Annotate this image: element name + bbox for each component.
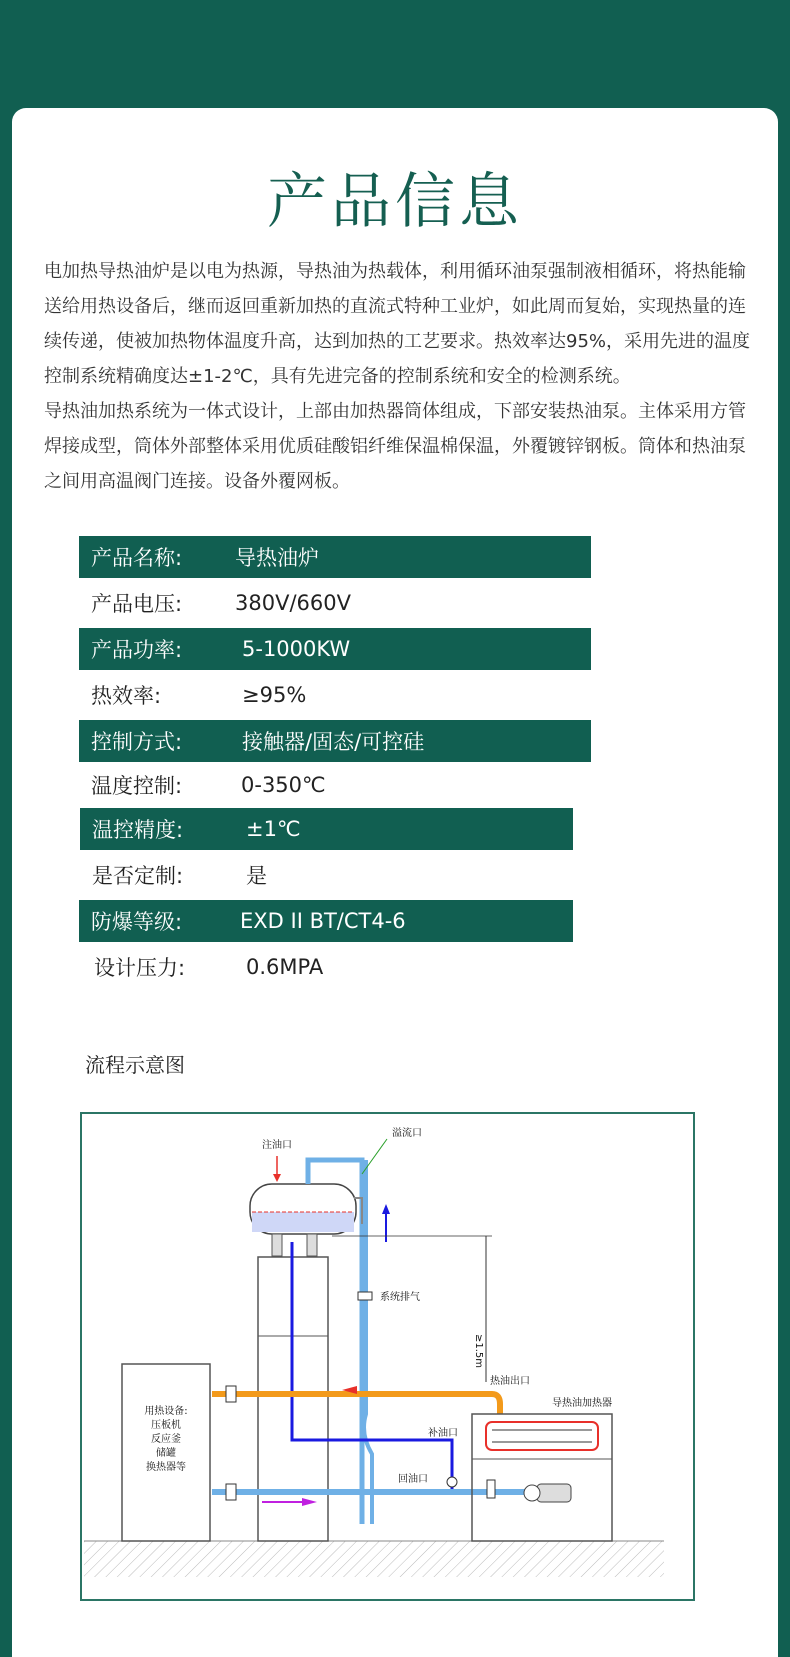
spec-label: 温控精度: [92, 818, 184, 842]
spec-value: 是 [246, 864, 267, 888]
spec-row-voltage [79, 582, 591, 624]
overflow-port-label: 溢流口 [392, 1128, 422, 1139]
spec-value: 0.6MPA [246, 955, 324, 979]
spec-value: ±1℃ [246, 817, 301, 841]
height-note: ≥1.5m [473, 1334, 484, 1369]
intro-text [44, 254, 754, 499]
intro-paragraph-2: 导热油加热系统为一体式设计，上部由加热器筒体组成，下部安装热油泵。主体采用方管焊接成型，筒体外部整体采用优质硅酸铝纤维保温棉保温，外覆镀锌钢板。筒体和热油泵之间用高温阀门连接。设备外覆网板。 [44, 401, 746, 492]
spec-value: 380V/660V [235, 591, 351, 615]
return-valve [226, 1484, 236, 1500]
flow-diagram-svg [82, 1114, 693, 1599]
spec-value: ≥95% [242, 683, 307, 707]
spec-row-custom [80, 854, 573, 896]
heater-label: 导热油加热器 [552, 1398, 612, 1409]
spec-value: 5-1000KW [242, 637, 351, 661]
heater-coil [486, 1422, 598, 1450]
spec-value: 导热油炉 [235, 546, 319, 570]
spec-row-control [79, 720, 591, 762]
pump-inlet [524, 1485, 540, 1501]
spec-value: 接触器/固态/可控硅 [242, 730, 425, 754]
hot-oil-pipe [212, 1394, 500, 1414]
spec-label: 控制方式: [91, 730, 183, 754]
spec-value: 0-350℃ [241, 773, 326, 797]
vent-pipe [364, 1160, 372, 1524]
intro-paragraph-1: 电加热导热油炉是以电为热源，导热油为热载体，利用循环油泵强制液相循环，将热能输送给用热设备后，继而返回重新加热的直流式特种工业炉，如此周而复始，实现热量的连续传递，使被加热物体温度升高，达到加热的工艺要求。热效率达95%，采用先进的温度控制系统精确度达±1-2℃，具有先进完备的控制系统和安全的检测系统。 [44, 261, 751, 387]
spec-label: 防爆等级: [91, 910, 183, 934]
spec-value: EXD II BT/CT4-6 [240, 909, 406, 933]
page-title: 产品信息 [267, 167, 523, 237]
spec-row-explosion [79, 900, 573, 942]
spec-row-precision [80, 808, 573, 850]
tank-leg-right [307, 1234, 317, 1256]
spec-label: 产品名称: [91, 546, 183, 570]
ground-hatch [84, 1541, 664, 1577]
equipment-line-5: 换热器等 [146, 1462, 186, 1473]
hot-oil-outlet-label: 热油出口 [490, 1376, 530, 1387]
fill-port-label: 注油口 [262, 1140, 292, 1151]
pump-valve [487, 1480, 495, 1498]
fill-arrow-head [273, 1174, 281, 1182]
equipment-line-1: 用热设备: [144, 1406, 188, 1417]
equipment-line-2: 压板机 [151, 1420, 181, 1431]
spec-label: 温度控制: [91, 774, 183, 798]
equipment-line-3: 反应釜 [151, 1434, 181, 1445]
vent-valve [358, 1292, 372, 1300]
tank-oil-level [252, 1212, 354, 1232]
system-vent-label: 系统排气 [380, 1292, 420, 1303]
spec-label: 是否定制: [92, 864, 184, 888]
spec-row-temp-control [79, 764, 591, 806]
overflow-leader [362, 1139, 387, 1174]
makeup-valve [447, 1477, 457, 1487]
equipment-line-4: 储罐 [156, 1448, 176, 1459]
return-flow-arrow [302, 1498, 317, 1506]
content-card [12, 108, 778, 1657]
spec-label: 热效率: [91, 684, 162, 708]
spec-row-pressure [79, 946, 573, 988]
return-port-label: 回油口 [398, 1474, 428, 1485]
spec-label: 设计压力: [94, 956, 186, 980]
makeup-port-label: 补油口 [428, 1428, 458, 1439]
spec-row-efficiency [79, 674, 591, 716]
flow-diagram-label: 流程示意图 [85, 1053, 185, 1077]
tank-leg-left [272, 1234, 282, 1256]
spec-label: 产品功率: [91, 638, 183, 662]
spec-row-power [79, 628, 591, 670]
spec-row-name [79, 536, 591, 578]
oil-pump [537, 1484, 571, 1502]
up-flow-arrow-head [382, 1204, 390, 1214]
hot-valve [226, 1386, 236, 1402]
flow-diagram [80, 1112, 695, 1601]
spec-label: 产品电压: [91, 592, 183, 616]
